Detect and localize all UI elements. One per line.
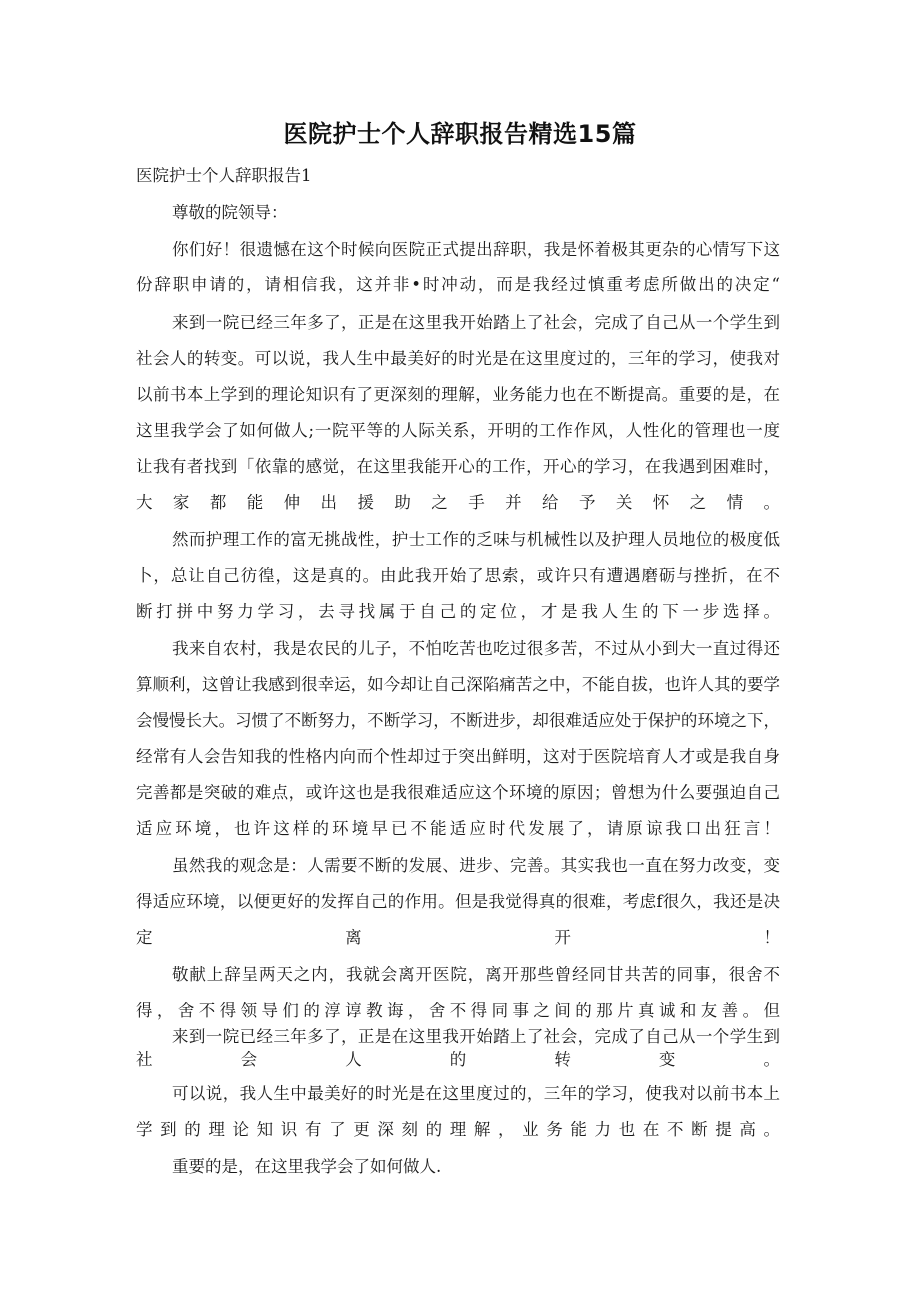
text-line: 这里我学会了如何做人;一院平等的人际关系，开明的工作作风，人性化的管理也一度	[136, 421, 780, 440]
text-line: 虽然我的观念是：人需要不断的发展、进步、完善。其实我也一直在努力改变，变	[172, 856, 780, 875]
text-line: 敬献上辞呈两天之内，我就会离开医院，离开那些曾经同甘共苦的同事，很舍不	[172, 965, 780, 984]
text-line: 适应环境，也许这样的环境早已不能适应时代发展了，请原谅我口出狂言！	[136, 819, 780, 838]
text-line: 定离开！	[136, 928, 780, 947]
text-line: 卜，总让自己彷徨，这是真的。由此我开始了思索，或许只有遭遇磨砺与挫折，在不	[136, 566, 780, 585]
text-line: 大家都能伸出援助之手并给予关怀之情。	[136, 493, 780, 512]
text-line: 然而护理工作的富无挑战性，护士工作的乏味与机械性以及护理人员地位的极度低	[172, 530, 780, 549]
text-line: 会慢慢长大。习惯了不断努力，不断学习，不断进步，却很难适应处于保护的环境之下，	[136, 711, 780, 730]
report-subtitle: 医院护士个人辞职报告1	[136, 166, 312, 185]
text-line: 以前书本上学到的理论知识有了更深刻的理解，业务能力也在不断提高。重要的是，在	[136, 385, 780, 404]
text-line: 你们好！很遗憾在这个时候向医院正式提出辞职，我是怀着极其更杂的心情写下这	[172, 240, 780, 259]
text-line: 社会人的转变。	[136, 1050, 780, 1069]
text-line: 完善都是突破的难点，或许这也是我很难适应这个环境的原因；曾想为什么要强迫自己	[136, 783, 780, 802]
text-line: 可以说，我人生中最美好的时光是在这里度过的，三年的学习，使我对以前书本上	[172, 1084, 780, 1103]
text-line: 我来自农村，我是农民的儿子，不怕吃苦也吃过很多苦，不过从小到大一直过得还	[172, 639, 780, 658]
text-line: 重要的是，在这里我学会了如何做人.	[172, 1157, 442, 1176]
text-line: 算顺利，这曾让我感到很幸运，如今却让自己深陷痛苦之中，不能自拔，也许人其的要学	[136, 675, 780, 694]
text-line: 经常有人会告知我的性格内向而个性却过于突出鲜明，这对于医院培育人才或是我自身	[136, 747, 780, 766]
text-line: 来到一院已经三年多了，正是在这里我开始踏上了社会，完成了自己从一个学生到	[172, 313, 780, 332]
text-line: 份辞职申请的，请相信我，这并非•时冲动，而是我经过慎重考虑所做出的决定“	[136, 275, 780, 294]
text-line: 来到一院已经三年多了，正是在这里我开始踏上了社会，完成了自己从一个学生到	[172, 1027, 780, 1046]
text-line: 学到的理论知识有了更深刻的理解，业务能力也在不断提高。	[136, 1120, 780, 1139]
text-line: 得适应环境，以便更好的发挥自己的作用。但是我觉得真的很难，考虑f很久，我还是决	[136, 892, 780, 911]
text-line: 社会人的转变。可以说，我人生中最美好的时光是在这里度过的，三年的学习，使我对	[136, 349, 780, 368]
text-line: 得，舍不得领导们的淳谆教诲，舍不得同事之间的那片真诚和友善。但	[136, 1001, 780, 1020]
salutation: 尊敬的院领导：	[172, 203, 288, 222]
document-title: 医院护士个人辞职报告精选15篇	[283, 120, 637, 148]
text-line: 断打拼中努力学习，去寻找属于自己的定位，才是我人生的下一步选择。	[136, 602, 780, 621]
text-line: 让我有者找到「依靠的感觉，在这里我能开心的工作，开心的学习，在我遇到困难时，	[136, 457, 780, 476]
